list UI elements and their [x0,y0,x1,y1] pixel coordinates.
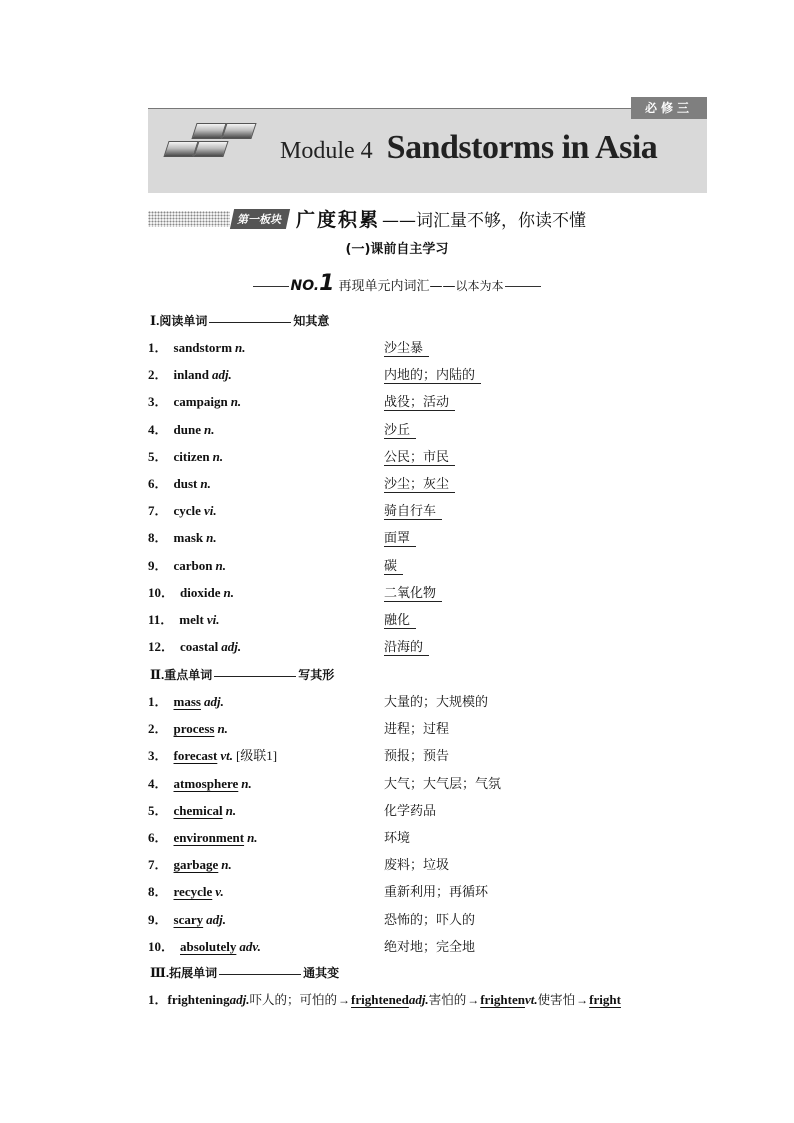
vocab-row [148,773,708,795]
vocab-row [148,419,708,441]
vocab-meaning: 大气；大气层；气氛 [384,776,502,792]
part-of-speech: n. [223,584,234,600]
vocab-meaning: 恐怖的；吓人的 [384,912,476,928]
vocab-meaning: 化学药品 [384,803,437,819]
part-of-speech: n. [225,802,237,818]
vocab-entry [148,854,232,873]
meaning: 吓人的；可怕的 [249,992,338,1007]
vocab-meaning: 废料；垃圾 [384,858,450,874]
part3-task: 通其变 [303,966,340,980]
vocab-row [148,364,708,386]
vocab-row [148,881,708,903]
item-number: 6． [148,476,168,491]
part-of-speech: vt. [524,992,538,1007]
vocab-meaning: 预报；预告 [384,749,450,765]
vocab-row [148,718,708,740]
book-tag: 必修三 [631,97,707,119]
part-of-speech: n. [247,830,258,845]
item-number: 8． [148,530,168,546]
vocab-entry [148,473,211,492]
vocab-meaning: 碳 [384,555,403,575]
vocab-meaning: 沙尘暴 [384,337,429,357]
vocab-word: chemical [173,802,223,818]
item-number: 4． [148,421,168,437]
part-of-speech: adj. [206,911,226,927]
vocab-entry [148,582,234,601]
item-number: 3． [148,394,168,410]
item-number: 9． [148,557,168,573]
item-number: 2． [148,721,168,737]
vocab-row [148,555,708,577]
item-number: 1． [148,694,168,709]
vocab-row [148,854,708,876]
note: [级联1] [235,748,278,764]
vocab-word: cycle [173,503,201,519]
module-banner [148,101,707,193]
vocab-entry [148,718,228,737]
part1-label: 阅读单词 [159,314,208,328]
part-of-speech: n. [215,557,226,573]
part-of-speech: vt. [220,748,233,764]
part-of-speech: n. [230,394,242,410]
item-number: 10． [148,584,175,600]
part-of-speech: v. [215,884,224,900]
vocab-entry [148,909,226,928]
part-of-speech: n. [241,775,252,791]
vocab-entry [148,691,224,710]
photo-thumbnail [221,123,256,139]
item-number: 3． [148,748,168,764]
vocab-word: sandstorm [173,340,233,355]
vocab-row [148,500,708,522]
vocab-meaning: 沿海的 [384,636,429,656]
part-of-speech: n. [217,721,228,737]
meaning: 害怕的 [428,992,467,1007]
no-label: NO. [290,278,320,294]
part-of-speech: n. [200,476,211,491]
vocab-row [148,800,708,822]
answer-word: frighten [480,992,525,1007]
vocab-meaning: 进程；过程 [384,722,450,738]
vocab-row [148,446,708,468]
divider [219,974,301,975]
section-header [148,205,668,229]
vocab-entry [148,337,246,356]
part-of-speech: adv. [239,938,261,954]
item-number: 10． [148,938,175,954]
part-of-speech: adj. [221,639,242,655]
item-number: 7． [148,503,168,519]
item-number: 8． [148,884,168,900]
no-text: 再现单元内词汇 [338,279,430,294]
vocab-row [148,473,708,495]
section-subtitle: ——词汇量不够，你读不懂 [382,211,587,231]
part-of-speech: n. [203,421,215,437]
vocab-word: inland [173,367,209,383]
vocab-row [148,909,708,931]
vocab-meaning: 大量的；大规模的 [384,695,489,710]
vocab-entry [148,827,258,846]
vocab-meaning: 战役；活动 [384,391,455,411]
answer-word: fright [589,992,621,1007]
part-of-speech: adj. [211,367,232,383]
vocab-meaning: 公民；市民 [384,446,455,466]
item-number: 7． [148,857,168,873]
part2-heading [150,666,334,683]
part-of-speech: adj. [229,992,250,1007]
vocab-row [148,636,708,658]
vocab-meaning: 沙尘；灰尘 [384,473,455,493]
divider [253,286,289,287]
vocab-word: atmosphere [173,775,239,791]
vocab-word: citizen [173,448,210,464]
vocab-entry [148,364,232,383]
module-number: Module 4 [280,138,373,164]
vocab-entry [148,391,241,410]
part-of-speech: n. [206,530,217,546]
vocab-meaning: 内地的；内陆的 [384,364,481,384]
item-number: 9． [148,911,168,927]
vocab-word: forecast [173,748,218,764]
part3-heading [150,964,339,981]
vocab-row [148,609,708,631]
word-family-line [148,989,708,1008]
vocab-word: absolutely [180,938,237,954]
part-of-speech: n. [235,340,246,355]
vocab-row [148,527,708,549]
part-of-speech: adj. [408,992,429,1007]
divider [214,676,296,677]
vocab-meaning: 环境 [384,831,411,846]
vocab-row [148,391,708,413]
divider [209,322,291,323]
vocab-entry [148,936,261,955]
vocab-entry [148,500,217,519]
part-of-speech: vi. [206,612,220,627]
part2-task: 写其形 [298,668,335,682]
part3-numeral: Ⅲ. [150,965,170,980]
divider [505,286,541,287]
landscape-thumbnails [160,121,256,161]
vocab-meaning: 重新利用；再循环 [384,885,489,901]
vocab-entry [148,773,252,792]
vocab-entry [148,745,277,764]
vocab-meaning: 骑自行车 [384,500,442,520]
vocab-row [148,691,708,713]
vocab-meaning: 融化 [384,609,416,629]
vocab-entry [148,446,223,465]
vocab-row [148,582,708,604]
dotted-decoration [148,211,230,227]
item-number: 2． [148,367,168,383]
item-number: 11． [148,612,174,627]
vocab-entry [148,636,241,655]
item-number: 1． [148,340,168,355]
part-of-speech: n. [221,857,232,873]
vocab-row [148,827,708,849]
part3-label: 拓展单词 [169,966,218,980]
vocab-word: dust [173,476,198,491]
vocab-word: campaign [173,394,228,410]
part-of-speech: vi. [203,503,217,519]
module-title [280,129,657,167]
part-of-speech: n. [212,448,224,464]
item-number: 5． [148,802,168,818]
arrow-icon: → [576,993,589,1007]
no-suffix: 以本为本 [455,279,504,293]
vocab-word: process [173,721,215,737]
vocab-entry [148,881,224,900]
unit-title: Sandstorms in Asia [386,129,658,166]
part-of-speech: adj. [203,694,224,709]
vocab-word: melt [179,612,204,627]
vocab-meaning: 二氧化物 [384,582,442,602]
part1-heading [150,312,329,329]
vocab-word: scary [173,911,204,927]
no-dash: —— [429,279,456,294]
answer-word: frightened [351,992,409,1007]
item-number: 12． [148,639,175,655]
vocab-entry [148,555,226,574]
vocab-word: mass [173,694,201,709]
base-word: frightening [167,992,230,1007]
vocab-row [148,337,708,359]
vocab-word: mask [173,530,204,546]
item-number: 5． [148,448,168,464]
no-number: 1 [319,271,335,296]
vocab-entry [148,800,236,819]
meaning: 使害怕 [537,992,576,1007]
vocab-word: dune [173,421,201,437]
vocab-word: coastal [180,639,219,655]
vocab-word: garbage [173,857,219,873]
vocab-meaning: 绝对地；完全地 [384,939,476,955]
vocab-row [148,745,708,767]
vocab-entry [148,609,219,628]
vocab-word: dioxide [180,584,221,600]
item-number: 1． [148,992,168,1007]
vocab-meaning: 面罩 [384,527,416,547]
no-heading [0,271,794,296]
section-title: 广度积累 [296,209,381,231]
part2-label: 重点单词 [164,668,213,682]
vocab-word: carbon [173,557,213,573]
item-number: 6． [148,830,168,845]
photo-thumbnail [193,141,228,157]
vocab-word: environment [173,830,245,845]
part1-task: 知其意 [293,314,330,328]
arrow-icon: → [467,993,480,1007]
arrow-icon: → [338,993,351,1007]
vocab-entry [148,527,217,546]
lesson-subtitle: (一)课前自主学习 [345,242,449,257]
vocab-meaning: 沙丘 [384,419,416,439]
vocab-row [148,936,708,958]
part2-numeral: Ⅱ. [150,667,165,682]
item-number: 4． [148,775,168,791]
vocab-entry [148,419,214,438]
vocab-word: recycle [173,884,213,900]
section-badge: 第一板块 [230,209,290,229]
part1-numeral: Ⅰ. [150,313,160,328]
